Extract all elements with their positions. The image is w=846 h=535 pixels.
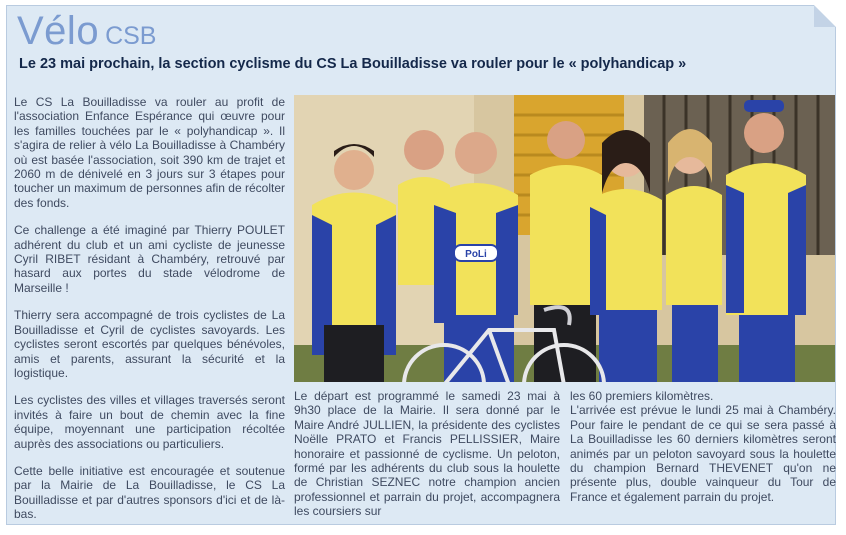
paragraph: L'arrivée est prévue le lundi 25 mai à Chambéry. Pour faire le pendant de ce qui se sera passé à La Bouilladisse les 60 derniers kilomètres seront animés par un peloton savoyard sous la houlette du champion Bernard THEVENET qu'on ne présente plus, double vainqueur du Tour de France et également parrain du projet. bbox=[570, 403, 836, 504]
article-middle-column: Le départ est programmé le samedi 23 mai à 9h30 place de la Mairie. Il sera donné par le Maire André JULLIEN, la présidente des cyclistes Noëlle PRATO et Francis PELLISSIER, Maire honoraire et passionné de cyclisme. Un peloton, formé par les adhérents du club sous la houlette de Christian SEZNEC notre champion ancien professionnel et parrain du projet, accompagnera les coursiers sur bbox=[294, 389, 560, 519]
paragraph: Cette belle initiative est encouragée et soutenue par la Mairie de La Bouilladisse, le CS La Bouilladisse et par d'autres sponsors d'ici et de là-bas. bbox=[14, 463, 285, 522]
paragraph: les 60 premiers kilomètres. bbox=[570, 389, 714, 403]
paragraph: Les cyclistes des villes et villages traversés seront invités à faire un bout de chemin avec la fine équipe, moyennant une participation récoltée auprès des associations ou particuliers. bbox=[14, 393, 285, 451]
masthead bbox=[17, 9, 156, 53]
magazine-page bbox=[6, 5, 836, 525]
masthead-section: CSB bbox=[105, 22, 157, 50]
masthead-title: Vélo bbox=[17, 9, 100, 53]
paragraph: Thierry sera accompagné de trois cyclistes de La Bouilladisse et Cyril de cyclistes savoyards. Les cyclistes seront escortés par quelques bénévoles, amis et parents, assurant la sécurité et la logistique. bbox=[14, 308, 285, 380]
team-photo-illustration bbox=[294, 95, 835, 382]
article-left-column bbox=[14, 95, 285, 535]
paragraph: Le CS La Bouilladisse va rouler au profit de l'association Enfance Espérance qui œuvre pour les familles touchées par le « polyhandicap ». Il s'agira de relier à vélo La Bouilladisse à Chambéry où est basée l'association, soit 390 km de trajet et 2060 m de dénivelé en 3 jours sur 3 étapes pour toucher un maximum de personnes afin de récolter des fonds. bbox=[14, 95, 285, 210]
article-headline: Le 23 mai prochain, la section cyclisme du CS La Bouilladisse va rouler pour le « polyhandicap » bbox=[19, 56, 687, 72]
page-corner-fold bbox=[814, 5, 836, 27]
paragraph: Ce challenge a été imaginé par Thierry POULET adhérent du club et un ami cycliste de jeunesse Cyril RIBET résidant à Chambéry, retrouvé par hasard aux portes du stade vélodrome de Marseille ! bbox=[14, 223, 285, 295]
article-right-column bbox=[570, 389, 836, 504]
jersey-logo: PoLi bbox=[465, 249, 487, 260]
team-photo bbox=[294, 95, 835, 382]
